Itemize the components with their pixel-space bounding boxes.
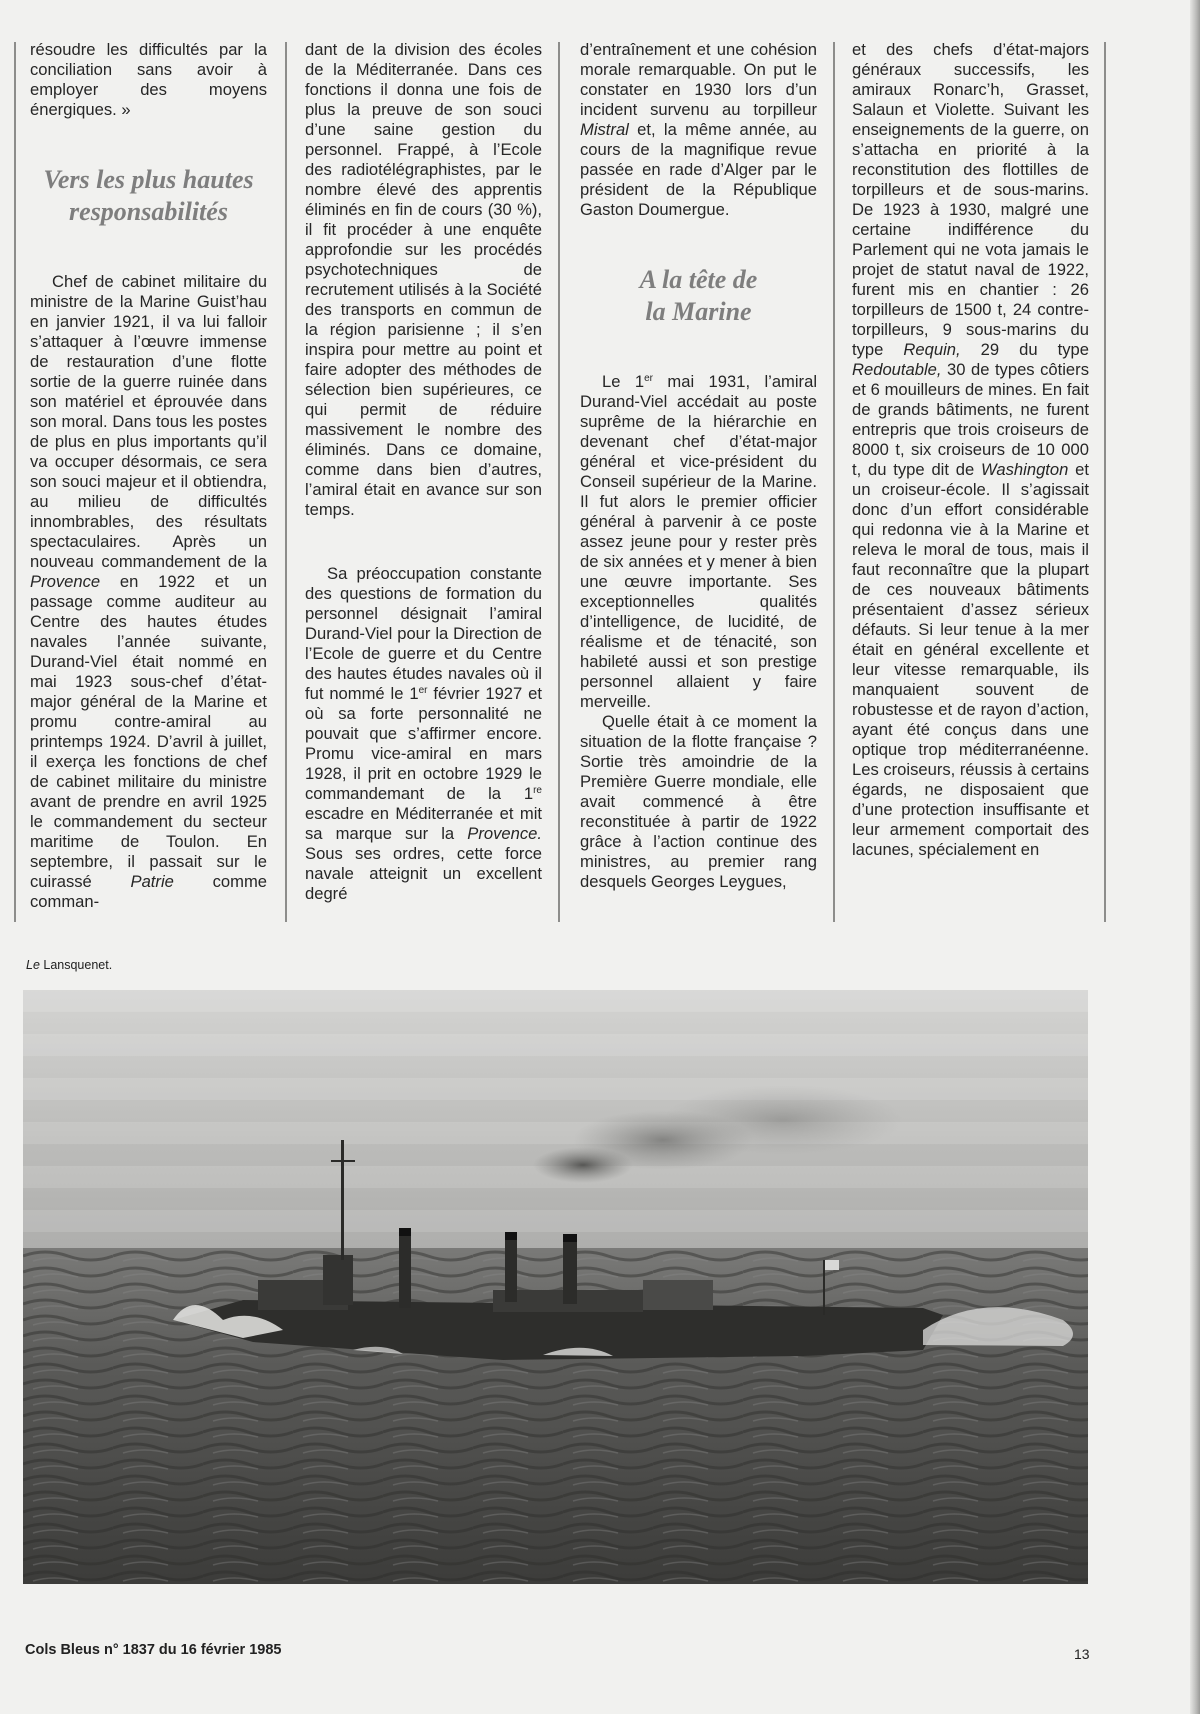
paragraph: dant de la division des écoles de la Méditerranée. Dans ces fonctions il donna une fois de plus la preuve de son souci d’une saine gestion du personnel. Frappé, à l’Ecole des radiotélégraphistes, par le nombre élevé des apprentis éliminés en fin de cours (30 %), il fit procéder à une enquête approfondie sur les procédés psychotechniques de recrutement utilisés à la Société des transports en commun de la région parisienne ; il s’en inspira pour mettre au point et faire adopter des méthodes de sélection bien supérieures, ce qui permit de réduire massivement le nombre des éliminés. Dans ce domaine, comme dans bien d’autres, l’amiral était en avance sur son temps. [305, 40, 542, 519]
article-column-1 [30, 40, 267, 928]
paragraph: Sa préoccupation constante des questions de formation du personnel désignait l’amiral Durand-Viel pour la Direction de l’Ecole de guerre et du Centre des hautes études navales où il fut nommé le 1er février 1927 et où sa forte personnalité ne pouvait que s’affirmer encore. Promu vice-amiral en mars 1928, il prit en octobre 1929 le commandemant de la 1re escadre en Méditerranée et mit sa marque sur la Provence. Sous ses ordres, cette force navale atteignit un excellent degré [305, 564, 542, 903]
article-column-3 [580, 40, 817, 928]
funnel [505, 1232, 517, 1302]
section-heading-line: A la tête de [639, 265, 758, 294]
section-heading-line: responsabilités [69, 197, 228, 226]
ship-photo [23, 990, 1088, 1584]
column-rule [285, 42, 287, 922]
paragraph: d’entraînement et une cohésion morale remarquable. On put le constater en 1930 lors d’un incident survenu au torpilleur Mistral et, la même année, au cours de la magnifique revue passée en rade d’Alger par le président de la République Gaston Doumergue. [580, 40, 817, 219]
column-rule [558, 42, 560, 922]
section-heading-line: Vers les plus hautes [43, 165, 254, 194]
column-rule [1104, 42, 1106, 922]
paragraph: résoudre les difficultés par la conciliation sans avoir à employer des moyens énergiques. » [30, 40, 267, 119]
paragraph: Quelle était à ce moment la situation de la flotte française ? Sortie très amoindrie de la Première Guerre mondiale, elle avait commencé à être reconstituée à partir de 1922 grâce à l’action continue des ministres, au premier rang desquels Georges Leygues, [580, 712, 817, 891]
publication-footer: Cols Bleus n° 1837 du 16 février 1985 [25, 1642, 282, 1658]
photo-caption: Le Lansquenet. [26, 958, 113, 972]
funnel [563, 1234, 577, 1304]
funnel [399, 1228, 411, 1308]
section-heading [30, 164, 267, 228]
page-edge [1190, 0, 1200, 1714]
article-column-4 [852, 40, 1089, 928]
article-column-2 [305, 40, 542, 928]
section-heading [580, 264, 817, 328]
paragraph: et des chefs d’état-majors généraux successifs, les amiraux Ronarc’h, Grasset, Salaun et Violette. Suivant les enseignements de la guerre, on s’attacha en priorité à la reconstitution des flottilles de torpilleurs et de sous-marins. De 1923 à 1930, malgré une certaine indifférence du Parlement qui ne vota jamais le projet de statut naval de 1922, furent mis en chantier : 26 torpilleurs de 1500 t, 24 contre-torpilleurs, 9 sous-marins du type Requin, 29 du type Redoutable, 30 de types côtiers et 6 mouilleurs de mines. En fait de grands bâtiments, ne furent entrepris que trois croiseurs de 8000 t, six croiseurs de 10 000 t, du type dit de Washington et un croiseur-école. Il s’agissait donc d’un effort considérable qui redonna vie à la Marine et releva le moral de tous, mais il faut reconnaître que la plupart de ces nouveaux bâtiments présentaient d’assez sérieux défauts. Si leur tenue à la mer était en général excellente et leur vitesse remarquable, ils manquaient souvent de robustesse et de rayon d’action, ayant été conçus dans une optique trop méditerranéenne. Les croiseurs, réussis à certains égards, ne disposaient que d’une protection insuffisante et leur armement comportait des lacunes, spécialement en [852, 40, 1090, 859]
section-heading-line: la Marine [645, 297, 752, 326]
paragraph: Le 1er mai 1931, l’amiral Durand-Viel accédait au poste suprême de la hiérarchie en devenant chef d’état-major général et vice-président du Conseil supérieur de la Marine. Il fut alors le premier officier général à parvenir à ce poste assez jeune pour y rester près de six années et y mener à bien une œuvre importante. Ses exceptionnelles qualités d’intelligence, de lucidité, de réalisme et de ténacité, son habileté aussi et son prestige personnel allaient y faire merveille. [580, 372, 818, 711]
paragraph: Chef de cabinet militaire du ministre de la Marine Guist’hau en janvier 1921, il va lui falloir s’attaquer à l’œuvre immense de restauration d’une flotte sortie de la guerre ruinée dans son matériel et éprouvée dans son moral. Dans tous les postes de plus en plus importants qu’il va occuper désormais, ce sera son souci majeur et il obtiendra, au milieu de difficultés innombrables, des résultats spectaculaires. Après un nouveau commandement de la Provence en 1922 et un passage comme auditeur au Centre des hautes études navales l’année suivante, Durand-Viel était nommé en mai 1923 sous-chef d’état-major général de la Marine et promu contre-amiral au printemps 1924. D’avril à juillet, il exerça les fonctions de chef de cabinet militaire du ministre avant de prendre en avril 1925 le commandement du secteur maritime de Toulon. En septembre, il passait sur le cuirassé Patrie comme comman- [30, 272, 267, 911]
page-number: 13 [1074, 1646, 1090, 1662]
column-rule [833, 42, 835, 922]
column-rule [14, 42, 16, 922]
